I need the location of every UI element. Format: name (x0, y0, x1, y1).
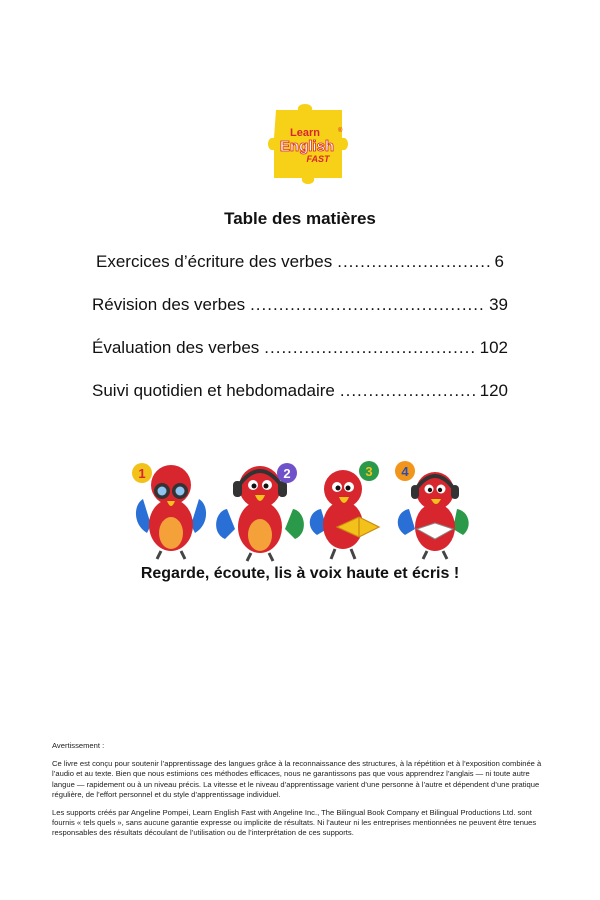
toc-entry-page: 120 (479, 381, 508, 400)
parrot-headphones-icon (216, 463, 304, 561)
toc-entry[interactable] (92, 338, 508, 358)
parrot-reading-icon (310, 461, 379, 559)
toc-leader-dots (250, 295, 484, 315)
logo-registered-mark: ® (338, 128, 343, 134)
step-number-4: 4 (401, 464, 409, 479)
toc-entry-label: Suivi quotidien et hebdomadaire (92, 381, 335, 400)
logo-line-fast: FAST (306, 154, 330, 164)
toc-entry[interactable] (92, 295, 508, 315)
parrot-binoculars-icon (132, 463, 206, 559)
logo-line-learn: Learn (290, 127, 320, 139)
step-number-3: 3 (365, 464, 373, 479)
toc-leader-dots (337, 252, 489, 272)
toc-entry[interactable] (96, 252, 504, 272)
step-number-1: 1 (138, 466, 146, 481)
toc-entry-page: 102 (479, 338, 508, 357)
toc-leader-dots (264, 338, 474, 358)
puzzle-piece-icon (262, 98, 354, 190)
parrot-mascots-illustration (127, 455, 473, 565)
step-number-2: 2 (283, 466, 291, 481)
disclaimer-notice (52, 741, 552, 847)
disclaimer-paragraph: Les supports créés par Angeline Pompei, Learn English Fast with Angeline Inc., The Bilingual Book Company et Bilingual Productions Ltd. sont fournis « tels quels », sans aucune garantie expresse ou implicite de résultats. Ni l’auteur ni les entreprises mentionnées ne peuvent être tenues responsables des résultats découlant de l’utilisation ou de l’interprétation de ces supports. (52, 808, 537, 838)
toc-entry[interactable] (92, 381, 508, 401)
toc-entry-page: 6 (494, 252, 504, 271)
logo-line-english: English (279, 138, 335, 155)
learn-english-fast-logo (262, 98, 354, 190)
toc-entry-label: Exercices d’écriture des verbes (96, 252, 333, 271)
toc-leader-dots (340, 381, 475, 401)
toc-title: Table des matières (224, 209, 376, 228)
disclaimer-paragraph: Ce livre est conçu pour soutenir l’apprentissage des langues grâce à la reconnaissance des structures, à la répétition et à l’exposition combinée à l’audio et au texte. Bien que nous estimions ces méthodes efficaces, nous ne garantissons pas que vous apprendrez l’anglais — ni toute autre langue — rapidement ou à un niveau précis. La vitesse et le niveau d’apprentissage varient d’une personne à l’autre et dépendent d’une pratique régulière, de l’effort personnel et du style d’apprentissage individuel. (52, 759, 542, 799)
toc-entry-label: Évaluation des verbes (92, 338, 260, 357)
toc-entry-label: Révision des verbes (92, 295, 246, 314)
parrot-writing-icon (395, 461, 469, 559)
disclaimer-heading: Avertissement : (52, 741, 105, 750)
slogan: Regarde, écoute, lis à voix haute et écris ! (140, 565, 460, 582)
toc-entry-page: 39 (489, 295, 508, 314)
